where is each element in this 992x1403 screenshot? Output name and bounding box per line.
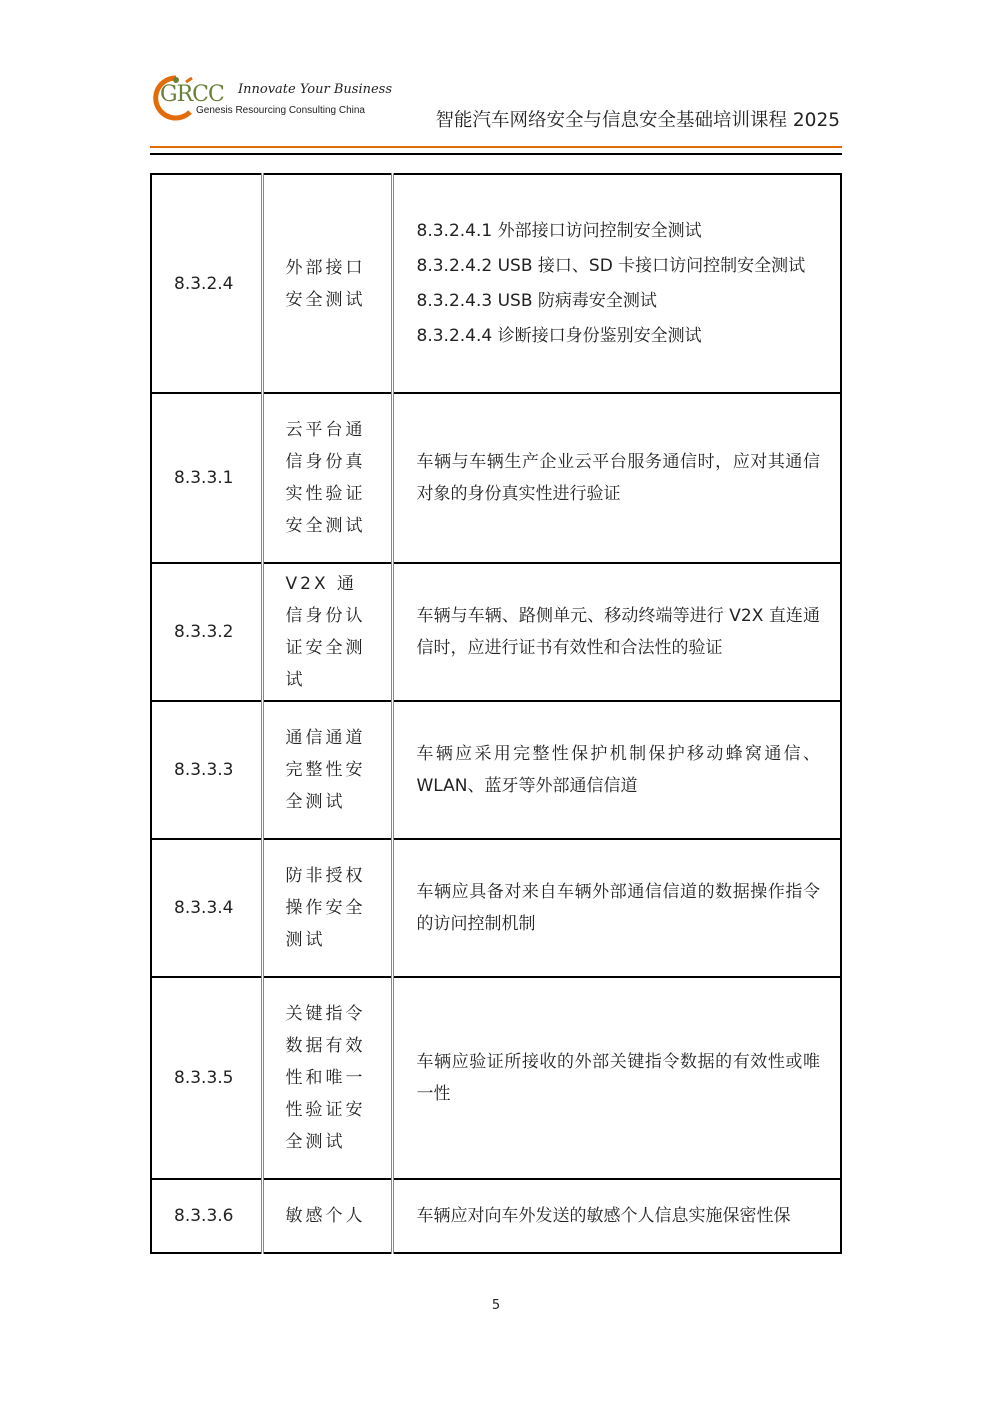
page-header	[0, 0, 992, 160]
item-description: 车辆应具备对来自车辆外部通信信道的数据操作指令的访问控制机制	[392, 839, 841, 977]
sub-item: 8.3.2.4.4 诊断接口身份鉴别安全测试	[416, 325, 702, 346]
item-name: 通信通道完整性安全测试	[262, 701, 392, 839]
test-item-table	[150, 173, 842, 1254]
item-id: 8.3.3.5	[151, 977, 262, 1179]
item-name: 关键指令数据有效性和唯一性验证安全测试	[262, 977, 392, 1179]
table-row	[151, 701, 841, 839]
item-name: V2X 通信身份认证安全测试	[262, 563, 392, 701]
item-description: 车辆应采用完整性保护机制保护移动蜂窝通信、WLAN、蓝牙等外部通信信道	[392, 701, 841, 839]
item-description: 车辆与车辆生产企业云平台服务通信时，应对其通信对象的身份真实性进行验证	[392, 393, 841, 563]
item-id: 8.3.2.4	[151, 174, 262, 393]
table-row	[151, 839, 841, 977]
sub-item: 8.3.2.4.3 USB 防病毒安全测试	[416, 290, 657, 311]
item-name: 防非授权操作安全测试	[262, 839, 392, 977]
page-number: 5	[491, 1298, 501, 1313]
course-title: 智能汽车网络安全与信息安全基础培训课程 2025	[435, 110, 840, 131]
item-description	[392, 174, 841, 393]
item-id: 8.3.3.1	[151, 393, 262, 563]
table-row	[151, 977, 841, 1179]
item-name: 外部接口安全测试	[262, 174, 392, 393]
sub-item: 8.3.2.4.1 外部接口访问控制安全测试	[416, 220, 702, 241]
logo-letters: GRCC	[160, 82, 224, 107]
company-logo	[146, 72, 393, 122]
header-rule-orange	[150, 146, 842, 148]
table-row	[151, 1179, 841, 1253]
logo-slogan: Innovate Your Business	[238, 82, 393, 97]
item-id: 8.3.3.4	[151, 839, 262, 977]
table-row	[151, 563, 841, 701]
header-rule-black	[150, 153, 842, 155]
logo-subtitle: Genesis Resourcing Consulting China	[196, 105, 365, 116]
item-description: 车辆应验证所接收的外部关键指令数据的有效性或唯一性	[392, 977, 841, 1179]
sub-item: 8.3.2.4.2 USB 接口、SD 卡接口访问控制安全测试	[416, 255, 806, 276]
item-id: 8.3.3.2	[151, 563, 262, 701]
item-id: 8.3.3.3	[151, 701, 262, 839]
item-name: 敏感个人	[262, 1179, 392, 1253]
item-description: 车辆应对向车外发送的敏感个人信息实施保密性保	[392, 1179, 841, 1253]
table-row	[151, 174, 841, 393]
item-name: 云平台通信身份真实性验证安全测试	[262, 393, 392, 563]
item-description: 车辆与车辆、路侧单元、移动终端等进行 V2X 直连通信时，应进行证书有效性和合法性的验证	[392, 563, 841, 701]
table-row	[151, 393, 841, 563]
item-id: 8.3.3.6	[151, 1179, 262, 1253]
